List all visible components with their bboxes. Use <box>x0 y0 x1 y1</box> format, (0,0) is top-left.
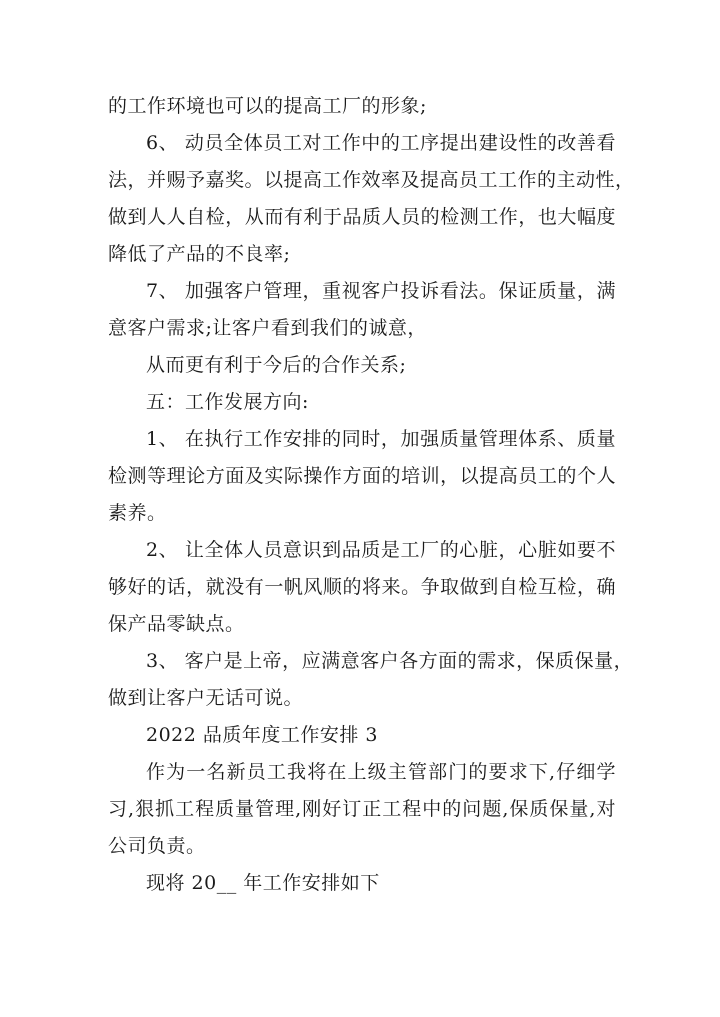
text-line: 做到人人自检，从而有利于品质人员的检测工作，也大幅度 <box>108 206 616 228</box>
text-line: 3、 客户是上帝，应满意客户各方面的需求，保质保量， <box>146 650 634 672</box>
text-line: 现将 20__ 年工作安排如下 <box>146 872 380 894</box>
text-line: 降低了产品的不良率; <box>108 243 291 265</box>
section-title: 2022 品质年度工作安排 3 <box>146 724 379 746</box>
text-line: 公司负责。 <box>108 835 206 857</box>
document-body <box>108 88 635 902</box>
text-line: 作为一名新员工我将在上级主管部门的要求下,仔细学 <box>146 761 616 783</box>
text-line: 意客户需求;让客户看到我们的诚意， <box>108 317 427 339</box>
text-line: 检测等理论方面及实际操作方面的培训，以提高员工的个人 <box>108 465 616 487</box>
text-line: 6、 动员全体员工对工作中的工序提出建设性的改善看 <box>146 132 616 154</box>
section-heading: 五：工作发展方向: <box>146 391 309 413</box>
text-line: 1、 在执行工作安排的同时，加强质量管理体系、质量 <box>146 428 616 450</box>
text-line: 素养。 <box>108 502 167 524</box>
text-line: 7、 加强客户管理，重视客户投诉看法。保证质量，满 <box>146 280 616 302</box>
text-line: 够好的话，就没有一帆风顺的将来。争取做到自检互检，确 <box>108 576 616 598</box>
text-line: 保产品零缺点。 <box>108 613 245 635</box>
text-line: 习,狠抓工程质量管理,刚好订正工程中的问题,保质保量,对 <box>108 798 616 820</box>
text-line: 从而更有利于今后的合作关系; <box>146 354 407 376</box>
text-line: 的工作环境也可以的提高工厂的形象; <box>108 95 427 117</box>
text-line: 做到让客户无话可说。 <box>108 687 304 709</box>
text-line: 2、 让全体人员意识到品质是工厂的心脏，心脏如要不 <box>146 539 616 561</box>
text-line: 法，并赐予嘉奖。以提高工作效率及提高员工工作的主动性， <box>108 169 635 191</box>
